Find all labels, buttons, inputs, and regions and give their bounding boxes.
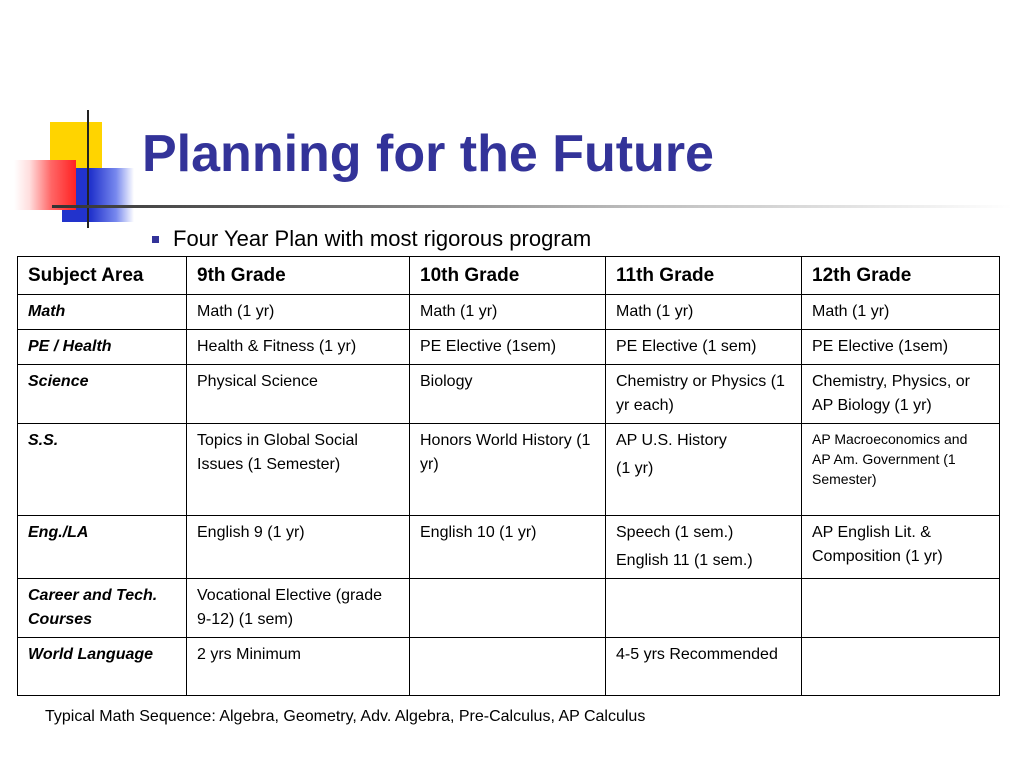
title-underline — [52, 205, 1012, 208]
table-header-row — [18, 257, 1000, 295]
table-cell: Honors World History (1 yr) — [410, 424, 606, 516]
table-cell: English 9 (1 yr) — [187, 516, 410, 579]
table-row-social-studies — [18, 424, 1000, 516]
slide-title: Planning for the Future — [142, 125, 714, 183]
table-cell: Math (1 yr) — [606, 295, 802, 330]
table-cell — [606, 579, 802, 638]
square-bullet-icon — [152, 236, 159, 243]
cell-line: English 11 (1 sem.) — [616, 552, 753, 569]
table-cell — [606, 516, 802, 579]
subject-cell: PE / Health — [18, 330, 187, 365]
table-row-pe-health — [18, 330, 1000, 365]
decor-vertical-line — [87, 110, 89, 228]
decor-red-square — [14, 160, 76, 210]
table-cell — [802, 579, 1000, 638]
table-cell — [410, 579, 606, 638]
table-cell: AP English Lit. & Composition (1 yr) — [802, 516, 1000, 579]
table-cell — [606, 424, 802, 516]
table-cell: Chemistry, Physics, or AP Biology (1 yr) — [802, 365, 1000, 424]
bullet-item — [152, 226, 591, 252]
table-cell: PE Elective (1sem) — [802, 330, 1000, 365]
subject-cell: S.S. — [18, 424, 187, 516]
table-row-career-tech — [18, 579, 1000, 638]
header-9th-grade: 9th Grade — [187, 257, 410, 295]
table-cell: 2 yrs Minimum — [187, 638, 410, 696]
table-row-science — [18, 365, 1000, 424]
table-cell: Vocational Elective (grade 9-12) (1 sem) — [187, 579, 410, 638]
subject-cell: Science — [18, 365, 187, 424]
table-row-math — [18, 295, 1000, 330]
table-cell: 4-5 yrs Recommended — [606, 638, 802, 696]
table-cell: Chemistry or Physics (1 yr each) — [606, 365, 802, 424]
table-row-world-language — [18, 638, 1000, 696]
math-sequence-footnote: Typical Math Sequence: Algebra, Geometry, Adv. Algebra, Pre-Calculus, AP Calculus — [45, 708, 646, 725]
subject-cell: World Language — [18, 638, 187, 696]
header-12th-grade: 12th Grade — [802, 257, 1000, 295]
subject-cell: Eng./LA — [18, 516, 187, 579]
table-cell: Math (1 yr) — [410, 295, 606, 330]
four-year-plan-table — [17, 256, 1000, 696]
header-11th-grade: 11th Grade — [606, 257, 802, 295]
table-cell: Health & Fitness (1 yr) — [187, 330, 410, 365]
table-cell: PE Elective (1sem) — [410, 330, 606, 365]
header-10th-grade: 10th Grade — [410, 257, 606, 295]
cell-line: AP U.S. History — [616, 432, 727, 449]
header-subject-area: Subject Area — [18, 257, 187, 295]
cell-line: Speech (1 sem.) — [616, 524, 734, 541]
subject-cell: Math — [18, 295, 187, 330]
table-cell: Biology — [410, 365, 606, 424]
table-cell: Math (1 yr) — [802, 295, 1000, 330]
subject-cell: Career and Tech. Courses — [18, 579, 187, 638]
table-cell: AP Macroeconomics and AP Am. Government (1 Semester) — [802, 424, 1000, 516]
table-cell: Math (1 yr) — [187, 295, 410, 330]
table-cell: PE Elective (1 sem) — [606, 330, 802, 365]
table-cell — [802, 638, 1000, 696]
table-cell: English 10 (1 yr) — [410, 516, 606, 579]
table-cell — [410, 638, 606, 696]
table-row-english — [18, 516, 1000, 579]
cell-line: (1 yr) — [616, 460, 654, 477]
table-cell: Topics in Global Social Issues (1 Semester) — [187, 424, 410, 516]
table-cell: Physical Science — [187, 365, 410, 424]
bullet-text: Four Year Plan with most rigorous program — [173, 226, 592, 251]
